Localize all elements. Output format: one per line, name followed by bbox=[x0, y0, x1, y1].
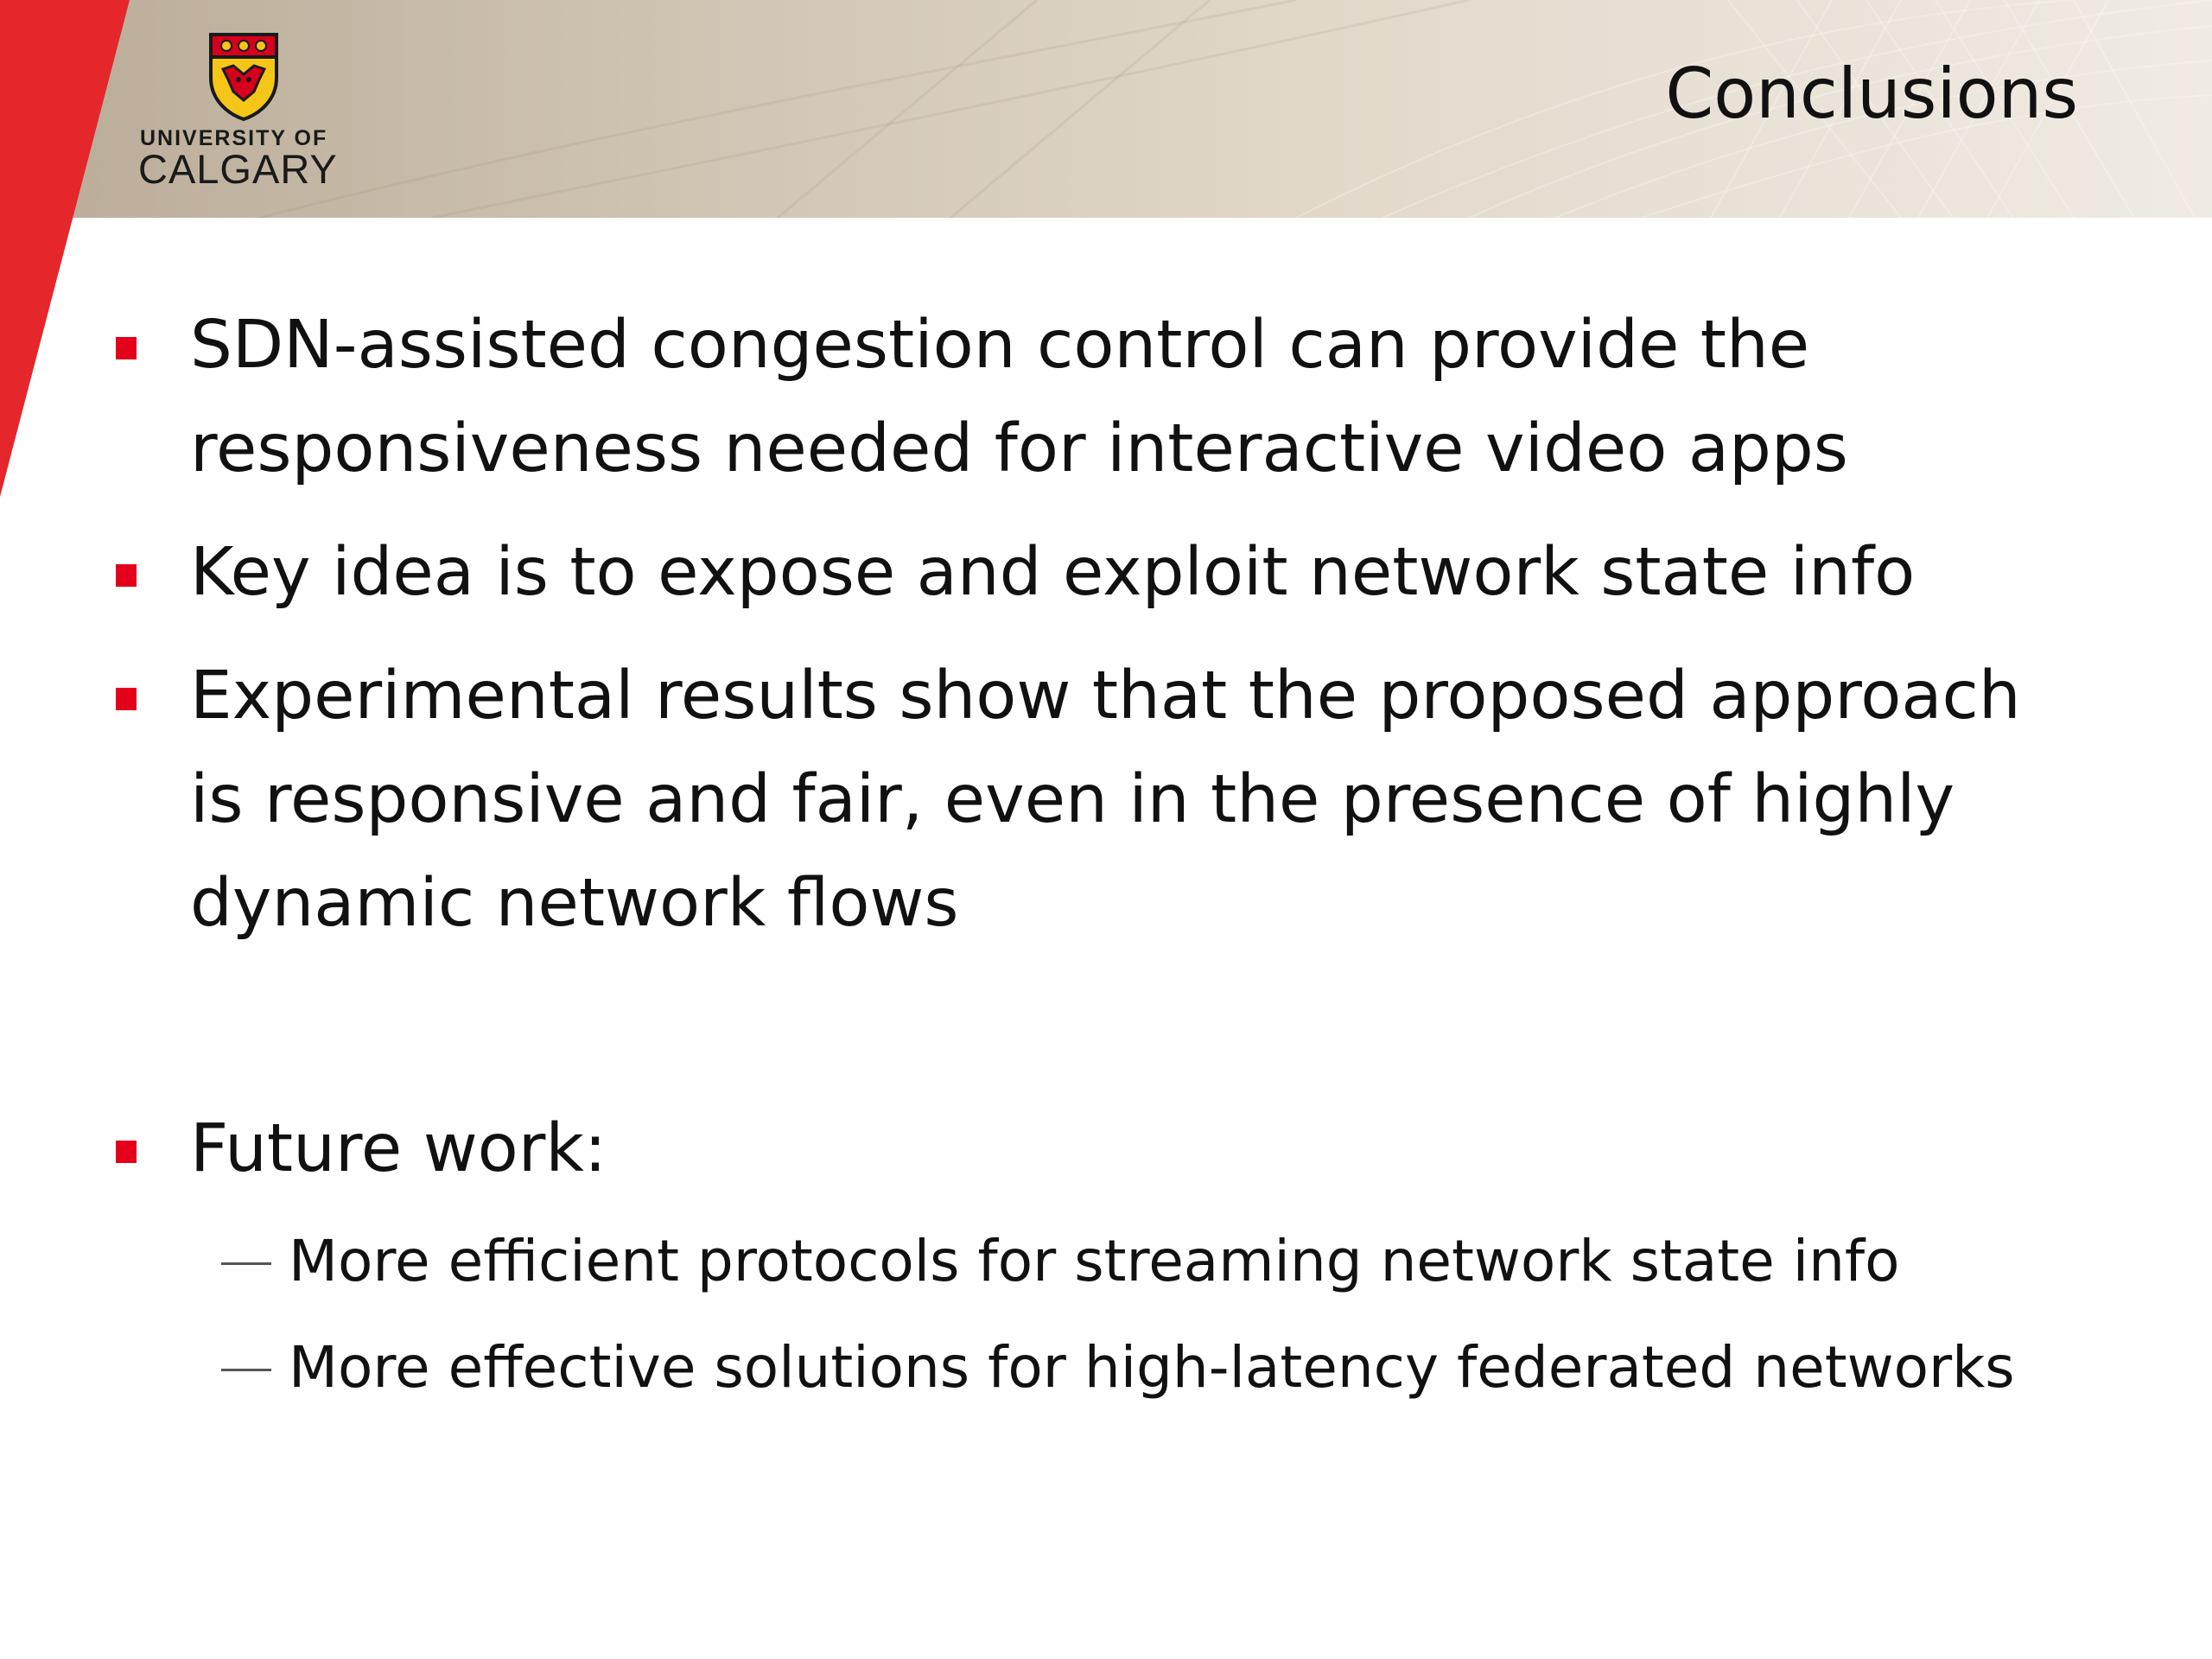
bullet-item-3 bbox=[190, 645, 2021, 956]
bullet-item-4 bbox=[190, 1097, 607, 1201]
logo-line-calgary: CALGARY bbox=[138, 146, 338, 192]
sub-bullet-item-1 bbox=[289, 1210, 1900, 1313]
bullet-line: Experimental results show that the proposed approach bbox=[190, 658, 2021, 734]
bullet-line: dynamic network flows bbox=[190, 865, 959, 942]
bullet-line: is responsive and fair, even in the presence of highly bbox=[190, 761, 1955, 838]
dash-icon bbox=[221, 1369, 271, 1371]
bullet-line: responsiveness needed for interactive video apps bbox=[190, 410, 1848, 487]
slide-title: Conclusions bbox=[1665, 54, 2078, 134]
dash-icon bbox=[221, 1262, 271, 1265]
sub-bullet-line: More efficient protocols for streaming network state info bbox=[289, 1228, 1900, 1294]
logo-line-university-of: UNIVERSITY OF bbox=[140, 126, 328, 150]
bullet-marker-icon bbox=[116, 1141, 137, 1163]
bullet-item-1 bbox=[190, 294, 1848, 501]
bullet-item-2 bbox=[190, 521, 1915, 625]
bullet-marker-icon bbox=[116, 564, 137, 587]
bullet-marker-icon bbox=[116, 337, 137, 359]
bullet-line: Future work: bbox=[190, 1110, 607, 1187]
bullet-line: SDN-assisted congestion control can provide the bbox=[190, 307, 1810, 384]
bullet-marker-icon bbox=[116, 688, 137, 710]
sub-bullet-line: More effective solutions for high-latency federated networks bbox=[289, 1334, 2015, 1401]
sub-bullet-item-2 bbox=[289, 1316, 2015, 1420]
bullet-line: Key idea is to expose and exploit network state info bbox=[190, 534, 1916, 611]
